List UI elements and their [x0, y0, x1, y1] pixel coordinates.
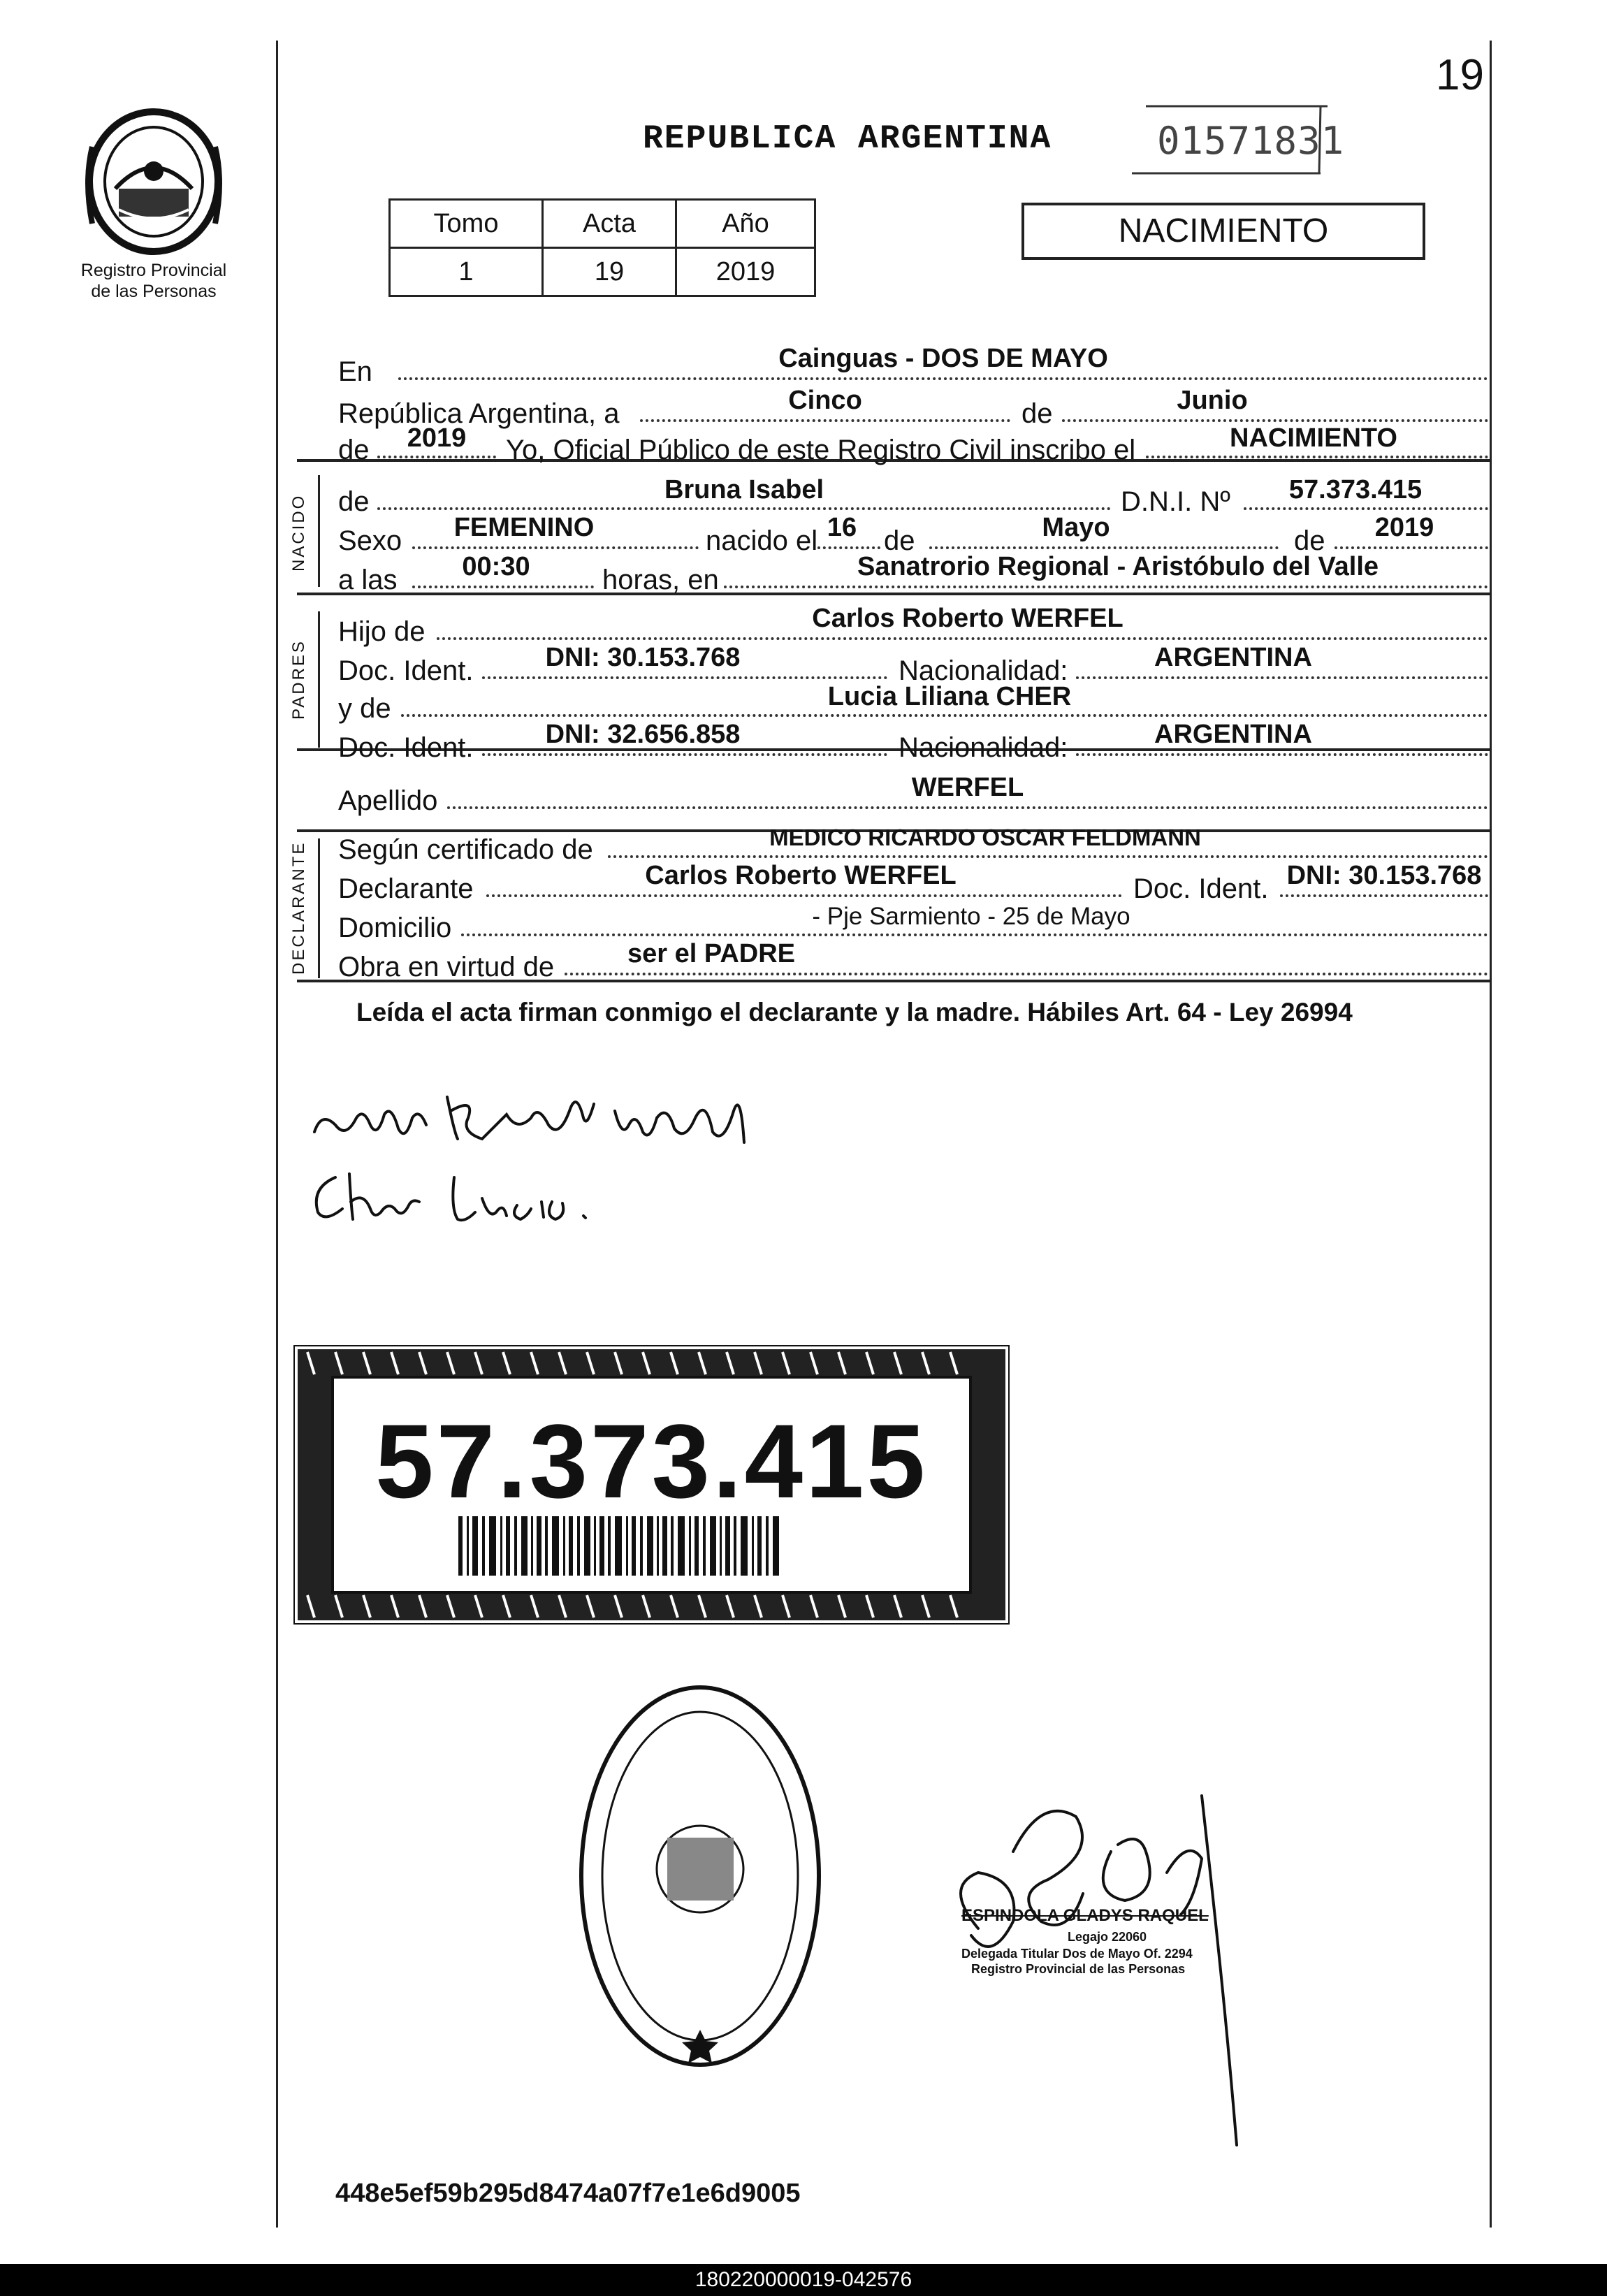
section-divider-padres-top — [297, 593, 1490, 595]
padre-nac-dots — [1076, 676, 1488, 679]
mes-dots — [1062, 419, 1488, 422]
dia-value: Cinco — [788, 386, 862, 415]
padre-doc-dots — [482, 676, 887, 679]
certificado-dots — [608, 855, 1488, 858]
hijo-label: Hijo de — [338, 616, 426, 647]
document-hash: 448e5ef59b295d8474a07f7e1e6d9005 — [335, 2179, 801, 2208]
domicilio-value: - Pje Sarmiento - 25 de Mayo — [812, 903, 1130, 930]
nac-anio-dots — [1335, 546, 1488, 549]
official-cargo: Delegada Titular Dos de Mayo Of. 2294 — [961, 1947, 1193, 1961]
right-margin-line — [1490, 41, 1492, 2228]
document-title: REPUBLICA ARGENTINA — [643, 120, 1052, 158]
sexo-dots — [412, 546, 699, 549]
side-label-padres: PADRES — [289, 639, 308, 720]
sexo-value: FEMENINO — [453, 513, 595, 542]
nac-mes-dots — [929, 546, 1279, 549]
sexo-label: Sexo — [338, 525, 402, 556]
official-legajo: Legajo 22060 — [1068, 1930, 1147, 1944]
nombre-dots — [377, 507, 1111, 510]
en-label: En — [338, 356, 372, 387]
record-table — [388, 198, 816, 297]
anio-value: 2019 — [676, 248, 815, 296]
obra-value: ser el PADRE — [627, 939, 796, 968]
madre-doc-label: Doc. Ident. — [338, 732, 474, 763]
record-table-header-row — [390, 200, 815, 248]
lugar-dots — [724, 586, 1488, 588]
lugar-value: Sanatrorio Regional - Aristóbulo del Valle — [857, 552, 1379, 581]
padre-doc-value: DNI: 30.153.768 — [545, 643, 741, 672]
nac-anio-value: 2019 — [1374, 513, 1434, 542]
act-type-box: NACIMIENTO — [1021, 203, 1425, 260]
decl-doc-label: Doc. Ident. — [1133, 873, 1269, 904]
oficial-text: Yo, Oficial Público de este Registro Civil inscribo el — [506, 435, 1136, 465]
padre-dots — [437, 637, 1488, 640]
anio-header: Año — [676, 200, 815, 248]
obra-label: Obra en virtud de — [338, 952, 555, 982]
registry-name: Registro Provincial de las Personas — [80, 261, 227, 301]
official-name: ESPINDOLA GLADYS RAQUEL — [961, 1906, 1209, 1925]
anio-dots — [377, 456, 496, 458]
nombre-value: Bruna Isabel — [664, 475, 824, 504]
dia-dots — [640, 419, 1010, 422]
provincial-crest-icon — [77, 105, 231, 259]
padre-doc-label: Doc. Ident. — [338, 655, 474, 686]
de-label: de — [1021, 398, 1053, 429]
madre-dots — [401, 714, 1488, 717]
oficial-dots — [1146, 456, 1488, 458]
nacido-de-label: de — [338, 486, 370, 517]
en-dots — [398, 377, 1488, 380]
domicilio-dots — [461, 933, 1488, 936]
madre-doc-value: DNI: 32.656.858 — [545, 720, 741, 749]
horas-en-label: horas, en — [602, 565, 719, 595]
nac-mes-value: Mayo — [1042, 513, 1110, 542]
decl-doc-value: DNI: 30.153.768 — [1286, 861, 1482, 890]
left-margin-line — [276, 41, 278, 2228]
apellido-value: WERFEL — [911, 773, 1024, 802]
tomo-header: Tomo — [390, 200, 543, 248]
side-label-nacido: NACIDO — [289, 493, 308, 572]
domicilio-label: Domicilio — [338, 913, 452, 943]
mother-signature-drawing — [307, 1160, 601, 1230]
acta-header: Acta — [543, 200, 676, 248]
nac-de2-label: de — [1294, 525, 1325, 556]
nac-de-label: de — [884, 525, 915, 556]
republica-label: República Argentina, a — [338, 398, 620, 429]
acta-value: 19 — [543, 248, 676, 296]
declarante-value: Carlos Roberto WERFEL — [645, 861, 957, 890]
dni-sticker — [293, 1345, 1010, 1625]
madre-value: Lucia Liliana CHER — [827, 682, 1072, 711]
apellido-dots — [447, 806, 1488, 809]
footer-code: 180220000019-042576 — [0, 2264, 1607, 2296]
declarante-side-bar — [318, 838, 320, 978]
nacido-side-bar — [318, 475, 320, 587]
closing-text: Leída el acta firman conmigo el declarante y la madre. Hábiles Art. 64 - Ley 26994 — [356, 998, 1353, 1026]
oficial-value: NACIMIENTO — [1230, 423, 1397, 453]
madre-nac-value: ARGENTINA — [1154, 720, 1312, 749]
nac-dia-dots — [817, 546, 880, 549]
serial-number-box — [1132, 91, 1345, 180]
padre-nacionalidad-label: Nacionalidad: — [899, 655, 1068, 686]
tomo-value: 1 — [390, 248, 543, 296]
anio-value: 2019 — [407, 423, 467, 453]
record-table-value-row — [390, 248, 815, 296]
certificado-value: MEDICO RICARDO OSCAR FELDMANN — [769, 824, 1201, 850]
sticker-number: 57.373.415 — [375, 1402, 928, 1520]
declarante-dots — [486, 894, 1122, 897]
certificado-label: Según certificado de — [338, 834, 593, 865]
madre-nacionalidad-label: Nacionalidad: — [899, 732, 1068, 763]
y-de-label: y de — [338, 693, 391, 724]
padre-value: Carlos Roberto WERFEL — [812, 604, 1124, 633]
padres-side-bar — [318, 611, 320, 748]
hora-value: 00:30 — [462, 552, 530, 581]
father-signature-drawing — [307, 1076, 762, 1160]
nacido-el-label: nacido el — [706, 525, 818, 556]
official-org: Registro Provincial de las Personas — [971, 1962, 1186, 1976]
decl-doc-dots — [1280, 894, 1488, 897]
a-las-label: a las — [338, 565, 398, 595]
madre-nac-dots — [1076, 753, 1488, 756]
official-seal-drawing — [576, 1680, 824, 2072]
mes-value: Junio — [1177, 386, 1248, 415]
dni-dots — [1244, 507, 1488, 510]
page-number: 19 — [1436, 51, 1484, 99]
dni-label: D.N.I. Nº — [1121, 486, 1230, 517]
obra-dots — [565, 973, 1488, 975]
padre-nac-value: ARGENTINA — [1154, 643, 1312, 672]
declarante-label: Declarante — [338, 873, 474, 904]
dni-value: 57.373.415 — [1288, 475, 1423, 504]
serial-number: 01571831 — [1157, 119, 1345, 163]
hora-dots — [412, 586, 594, 588]
apellido-label: Apellido — [338, 785, 438, 816]
nac-dia-value: 16 — [827, 513, 857, 542]
de2-label: de — [338, 435, 370, 465]
madre-doc-dots — [482, 753, 887, 756]
side-label-declarante: DECLARANTE — [289, 841, 308, 975]
en-value: Cainguas - DOS DE MAYO — [778, 344, 1108, 373]
